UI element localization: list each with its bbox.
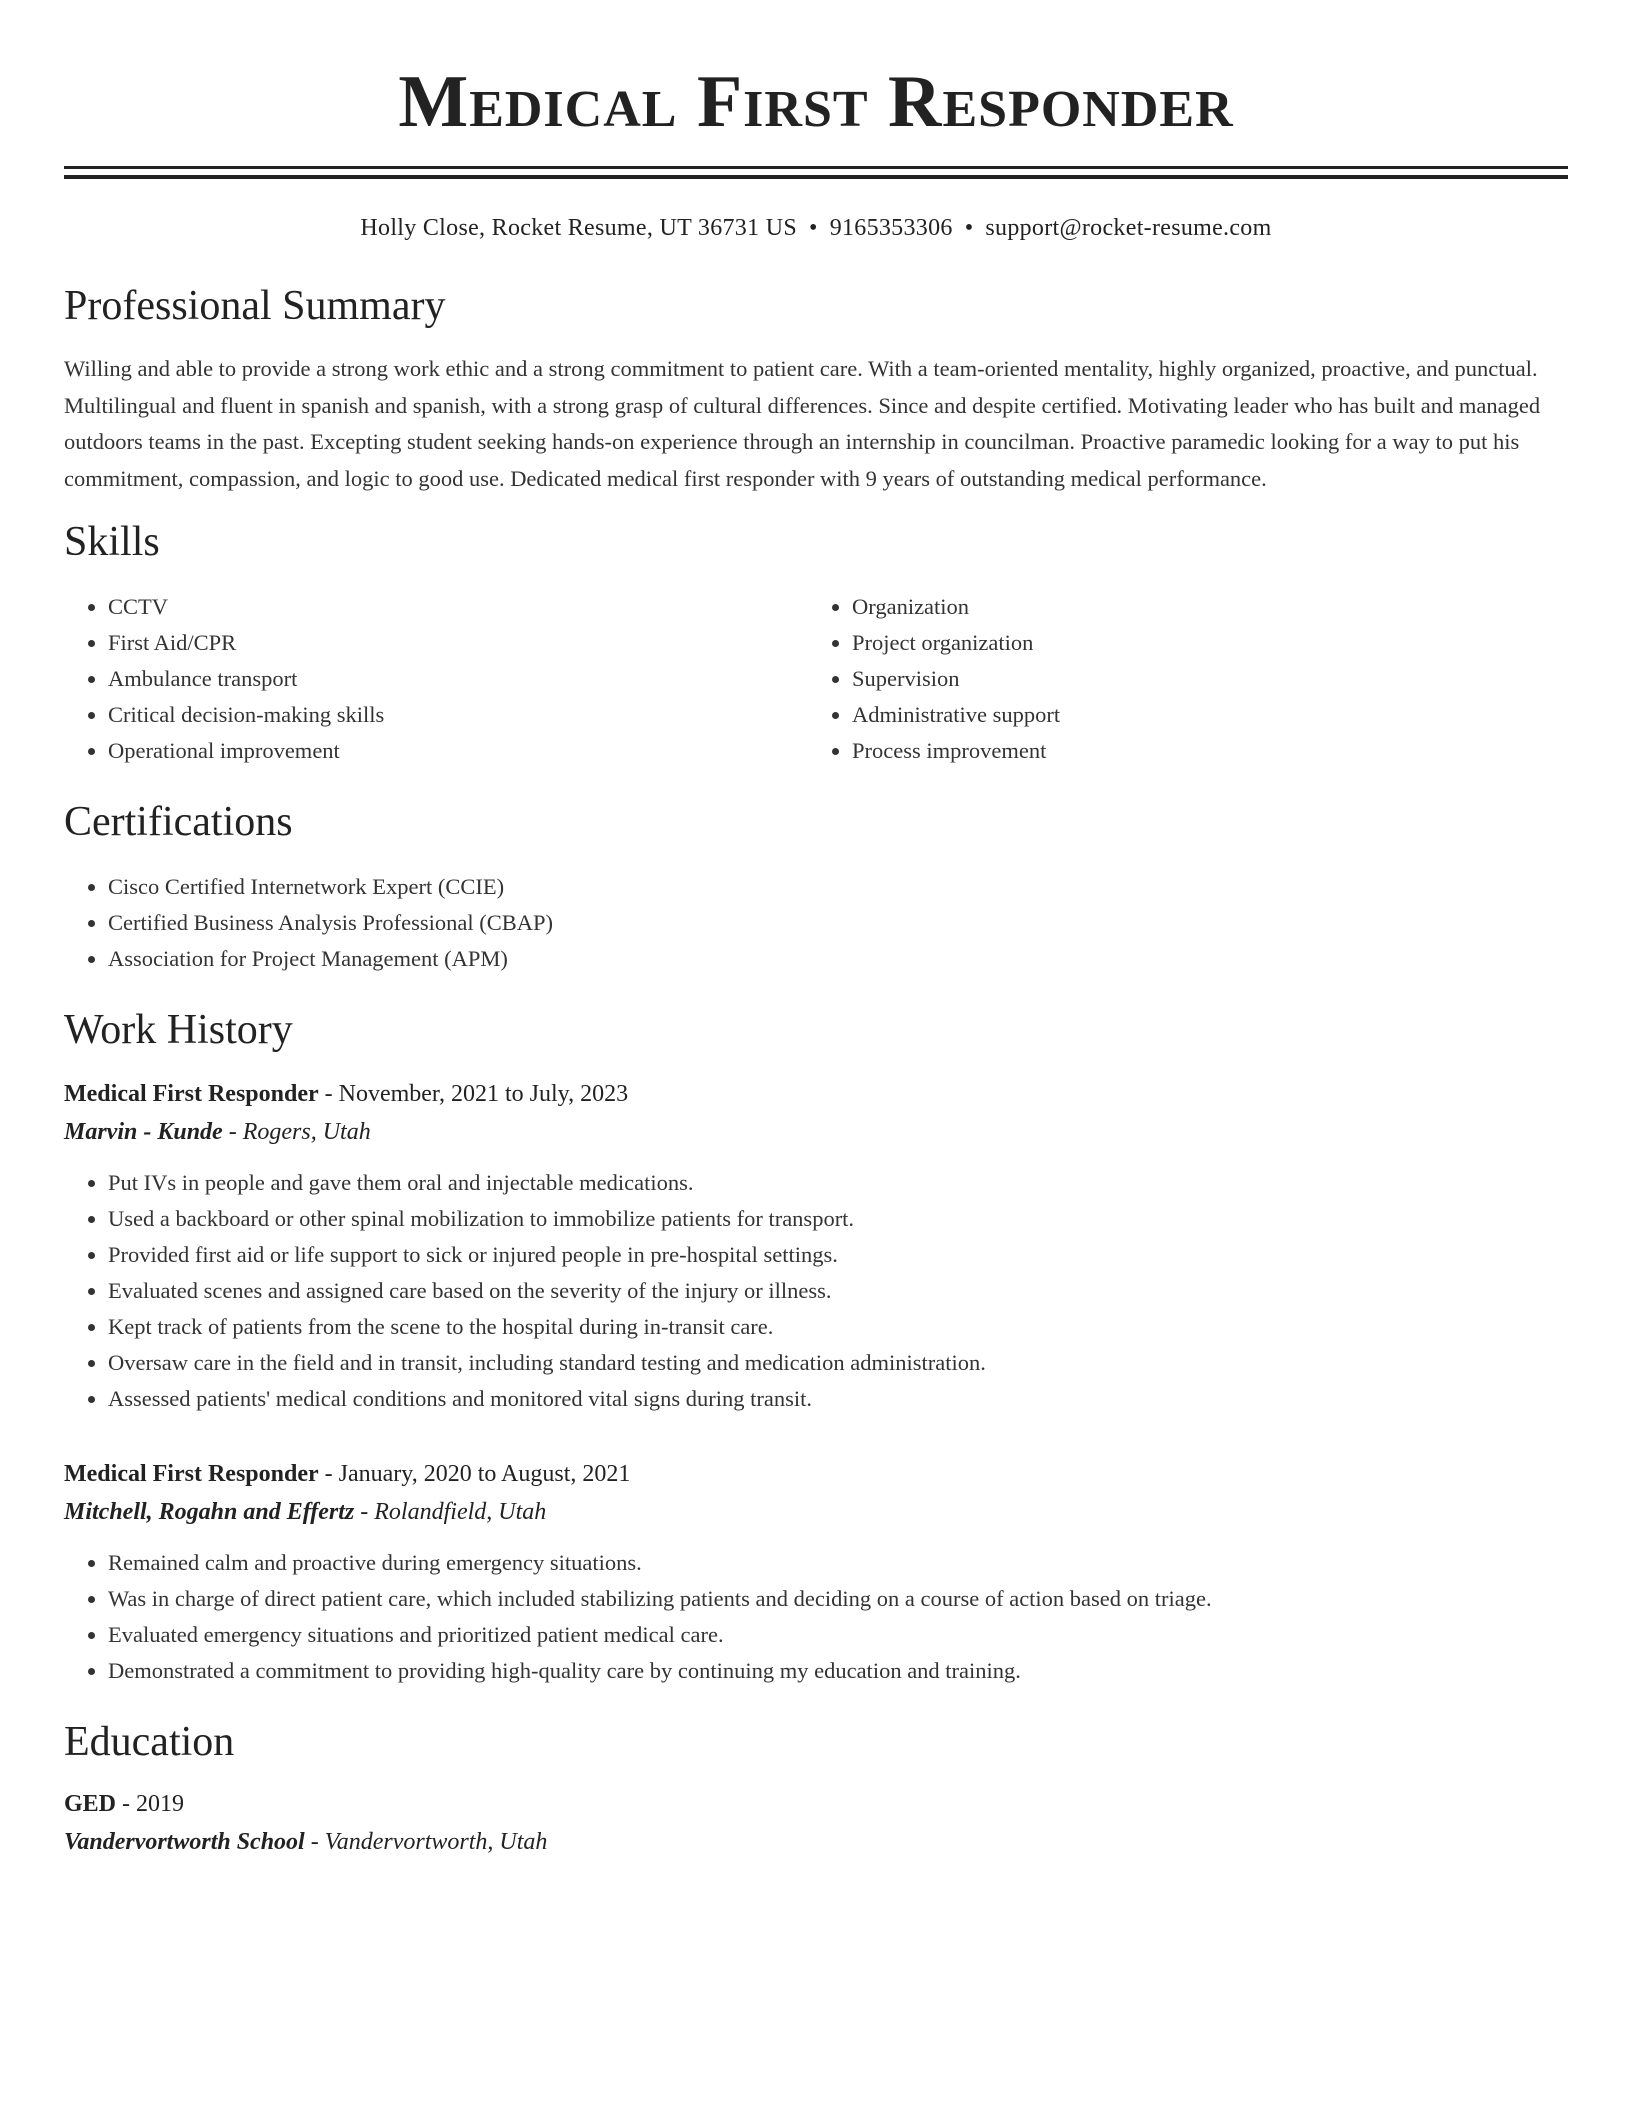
resume-title: Medical First Responder (398, 61, 1234, 143)
education-heading: Education (64, 1719, 235, 1765)
job-bullets (64, 1165, 1568, 1417)
contact-phone: 9165353306 (829, 215, 953, 241)
contact-address: Holly Close, Rocket Resume, UT 36731 US (360, 215, 797, 241)
education-degree: GED (64, 1791, 117, 1817)
job-location: - Rolandfield, Utah (354, 1499, 547, 1525)
job-company: Marvin - Kunde (64, 1119, 223, 1145)
contact-separator: • (808, 215, 818, 241)
skill-item: • Operational improvement (108, 733, 808, 769)
summary-heading: Professional Summary (64, 283, 446, 329)
job-bullet: • Evaluated emergency situations and prioritized patient medical care. (108, 1617, 1568, 1653)
education-year: - 2019 (116, 1791, 185, 1817)
education-school: Vandervortworth School (64, 1829, 305, 1855)
job-bullet: • Remained calm and proactive during emergency situations. (108, 1545, 1568, 1581)
job-title-line (64, 1075, 1568, 1113)
job-dates: - November, 2021 to July, 2023 (318, 1081, 629, 1107)
job-bullet: • Assessed patients' medical conditions and monitored vital signs during transit. (108, 1381, 1568, 1417)
education-entry (64, 1785, 1568, 1861)
job-dates: - January, 2020 to August, 2021 (318, 1461, 631, 1487)
skills-heading: Skills (64, 519, 160, 565)
job-bullet: • Used a backboard or other spinal mobilization to immobilize patients for transport. (108, 1201, 1568, 1237)
skill-item: • Supervision (852, 661, 1552, 697)
job-bullet: • Evaluated scenes and assigned care based on the severity of the injury or illness. (108, 1273, 1568, 1309)
job-company-line (64, 1113, 1568, 1151)
job-entry (64, 1075, 1568, 1417)
contact-email: support@rocket-resume.com (985, 215, 1272, 241)
certifications-heading: Certifications (64, 799, 293, 845)
title-rule-top (64, 166, 1568, 169)
job-bullet: • Demonstrated a commitment to providing high-quality care by continuing my education and training. (108, 1653, 1568, 1689)
skill-item: • Administrative support (852, 697, 1552, 733)
contact-line (64, 213, 1568, 243)
skill-item: • Critical decision-making skills (108, 697, 808, 733)
job-title: Medical First Responder (64, 1081, 319, 1107)
skill-item: • Project organization (852, 625, 1552, 661)
skills-column-1 (64, 589, 808, 769)
job-location: - Rogers, Utah (222, 1119, 371, 1145)
job-bullet: • Put IVs in people and gave them oral and injectable medications. (108, 1165, 1568, 1201)
title-rule-bottom (64, 175, 1568, 179)
education-location: - Vandervortworth, Utah (304, 1829, 548, 1855)
work-history-heading: Work History (64, 1007, 293, 1053)
certification-item: • Cisco Certified Internetwork Expert (CCIE) (108, 869, 1568, 905)
education-degree-line (64, 1785, 1568, 1823)
job-title: Medical First Responder (64, 1461, 319, 1487)
contact-separator: • (964, 215, 974, 241)
job-bullet: • Provided first aid or life support to sick or injured people in pre-hospital settings. (108, 1237, 1568, 1273)
job-bullet: • Was in charge of direct patient care, which included stabilizing patients and deciding on a course of action based on triage. (108, 1581, 1568, 1617)
job-bullet: • Kept track of patients from the scene to the hospital during in-transit care. (108, 1309, 1568, 1345)
job-bullet: • Oversaw care in the field and in transit, including standard testing and medication administration. (108, 1345, 1568, 1381)
education-school-line (64, 1823, 1568, 1861)
certifications-list (64, 869, 1568, 977)
certification-item: • Association for Project Management (APM) (108, 941, 1568, 977)
job-title-line (64, 1455, 1568, 1493)
certification-item: • Certified Business Analysis Professional (CBAP) (108, 905, 1568, 941)
job-company-line (64, 1493, 1568, 1531)
summary-text: Willing and able to provide a strong work ethic and a strong commitment to patient care. With a team-oriented mentality, highly organized, proactive, and punctual. Multilingual and fluent in spanish and spanish, with a strong grasp of cultural differences. Since and despite certified. Motivating leader who has built and managed outdoors teams in the past. Excepting student seeking hands-on experience through an internship in councilman. Proactive paramedic looking for a way to put his commitment, compassion, and logic to good use. Dedicated medical first responder with 9 years of outstanding medical performance. (64, 356, 1541, 491)
skill-item: • CCTV (108, 589, 808, 625)
job-bullets (64, 1545, 1568, 1689)
skill-item: • Process improvement (852, 733, 1552, 769)
job-entry (64, 1455, 1568, 1689)
job-company: Mitchell, Rogahn and Effertz (64, 1499, 355, 1525)
skills-columns (64, 589, 1568, 769)
skill-item: • Organization (852, 589, 1552, 625)
resume-page (64, 0, 1568, 1861)
skill-item: • Ambulance transport (108, 661, 808, 697)
skill-item: • First Aid/CPR (108, 625, 808, 661)
skills-column-2 (808, 589, 1552, 769)
